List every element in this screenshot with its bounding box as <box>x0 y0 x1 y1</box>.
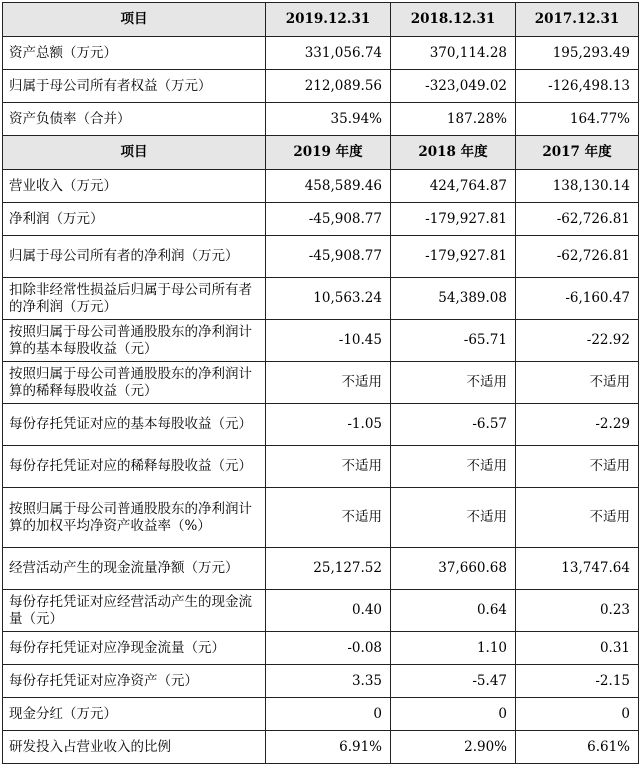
value-cell: -126,498.13 <box>516 70 639 103</box>
value-cell: -10.45 <box>266 320 391 362</box>
value-cell: -65.71 <box>391 320 516 362</box>
value-cell: 138,130.14 <box>516 170 639 203</box>
table-row <box>3 590 639 632</box>
row-label: 每份存托凭证对应的基本每股收益（元） <box>3 404 266 446</box>
table-row <box>3 665 639 698</box>
row-label: 资产总额（万元） <box>3 37 266 70</box>
value-cell: 0.64 <box>391 590 516 632</box>
row-label: 按照归属于母公司普通股股东的净利润计算的稀释每股收益（元） <box>3 362 266 404</box>
value-cell: -0.08 <box>266 632 391 665</box>
table-row <box>3 103 639 136</box>
value-cell: 424,764.87 <box>391 170 516 203</box>
value-cell: 不适用 <box>516 488 639 548</box>
value-cell: 164.77% <box>516 103 639 136</box>
value-cell: -179,927.81 <box>391 236 516 278</box>
value-cell: 不适用 <box>391 488 516 548</box>
value-cell: 不适用 <box>266 488 391 548</box>
value-cell: 不适用 <box>266 362 391 404</box>
table-row <box>3 698 639 731</box>
row-label: 净利润（万元） <box>3 203 266 236</box>
header-cell: 2019 年度 <box>266 136 391 170</box>
table-row <box>3 632 639 665</box>
value-cell: -45,908.77 <box>266 236 391 278</box>
table-row <box>3 203 639 236</box>
value-cell: -62,726.81 <box>516 236 639 278</box>
header-row-balance <box>3 3 639 37</box>
value-cell: 6.91% <box>266 731 391 764</box>
value-cell: 212,089.56 <box>266 70 391 103</box>
table-row <box>3 70 639 103</box>
value-cell: 不适用 <box>391 446 516 488</box>
value-cell: 25,127.52 <box>266 548 391 590</box>
header-cell: 项目 <box>3 3 266 37</box>
value-cell: 13,747.64 <box>516 548 639 590</box>
value-cell: 370,114.28 <box>391 37 516 70</box>
financial-summary-table <box>2 2 639 764</box>
value-cell: 不适用 <box>516 446 639 488</box>
row-label: 营业收入（万元） <box>3 170 266 203</box>
table-row <box>3 404 639 446</box>
header-cell: 项目 <box>3 136 266 170</box>
header-cell: 2018 年度 <box>391 136 516 170</box>
value-cell: -62,726.81 <box>516 203 639 236</box>
table-row <box>3 446 639 488</box>
value-cell: -1.05 <box>266 404 391 446</box>
row-label: 扣除非经常性损益后归属于母公司所有者的净利润（万元） <box>3 278 266 320</box>
row-label: 归属于母公司所有者的净利润（万元） <box>3 236 266 278</box>
value-cell: -2.29 <box>516 404 639 446</box>
value-cell: 195,293.49 <box>516 37 639 70</box>
row-label: 每份存托凭证对应净资产（元） <box>3 665 266 698</box>
value-cell: -323,049.02 <box>391 70 516 103</box>
row-label: 现金分红（万元） <box>3 698 266 731</box>
value-cell: 不适用 <box>516 362 639 404</box>
table-row <box>3 548 639 590</box>
row-label: 每份存托凭证对应净现金流量（元） <box>3 632 266 665</box>
table-row <box>3 278 639 320</box>
value-cell: -45,908.77 <box>266 203 391 236</box>
header-row-income <box>3 136 639 170</box>
row-label: 按照归属于母公司普通股股东的净利润计算的基本每股收益（元） <box>3 320 266 362</box>
value-cell: 458,589.46 <box>266 170 391 203</box>
value-cell: -6.57 <box>391 404 516 446</box>
value-cell: 187.28% <box>391 103 516 136</box>
value-cell: 0 <box>391 698 516 731</box>
value-cell: 10,563.24 <box>266 278 391 320</box>
value-cell: 2.90% <box>391 731 516 764</box>
value-cell: 6.61% <box>516 731 639 764</box>
value-cell: 1.10 <box>391 632 516 665</box>
value-cell: -6,160.47 <box>516 278 639 320</box>
value-cell: 37,660.68 <box>391 548 516 590</box>
header-cell: 2018.12.31 <box>391 3 516 37</box>
value-cell: 不适用 <box>391 362 516 404</box>
header-cell: 2017.12.31 <box>516 3 639 37</box>
value-cell: 54,389.08 <box>391 278 516 320</box>
row-label: 每份存托凭证对应的稀释每股收益（元） <box>3 446 266 488</box>
value-cell: -5.47 <box>391 665 516 698</box>
value-cell: 不适用 <box>266 446 391 488</box>
value-cell: 0 <box>266 698 391 731</box>
value-cell: 0.23 <box>516 590 639 632</box>
row-label: 研发投入占营业收入的比例 <box>3 731 266 764</box>
table-row <box>3 488 639 548</box>
table-row <box>3 731 639 764</box>
row-label: 归属于母公司所有者权益（万元） <box>3 70 266 103</box>
value-cell: 0 <box>516 698 639 731</box>
value-cell: 3.35 <box>266 665 391 698</box>
value-cell: -179,927.81 <box>391 203 516 236</box>
value-cell: 35.94% <box>266 103 391 136</box>
value-cell: -22.92 <box>516 320 639 362</box>
value-cell: 0.40 <box>266 590 391 632</box>
table-row <box>3 236 639 278</box>
value-cell: 0.31 <box>516 632 639 665</box>
table-row <box>3 362 639 404</box>
row-label: 资产负债率（合并） <box>3 103 266 136</box>
row-label: 每份存托凭证对应经营活动产生的现金流量（元） <box>3 590 266 632</box>
row-label: 按照归属于母公司普通股股东的净利润计算的加权平均净资产收益率（%） <box>3 488 266 548</box>
table-row <box>3 37 639 70</box>
table-row <box>3 320 639 362</box>
header-cell: 2019.12.31 <box>266 3 391 37</box>
row-label: 经营活动产生的现金流量净额（万元） <box>3 548 266 590</box>
value-cell: 331,056.74 <box>266 37 391 70</box>
header-cell: 2017 年度 <box>516 136 639 170</box>
value-cell: -2.15 <box>516 665 639 698</box>
table-row <box>3 170 639 203</box>
